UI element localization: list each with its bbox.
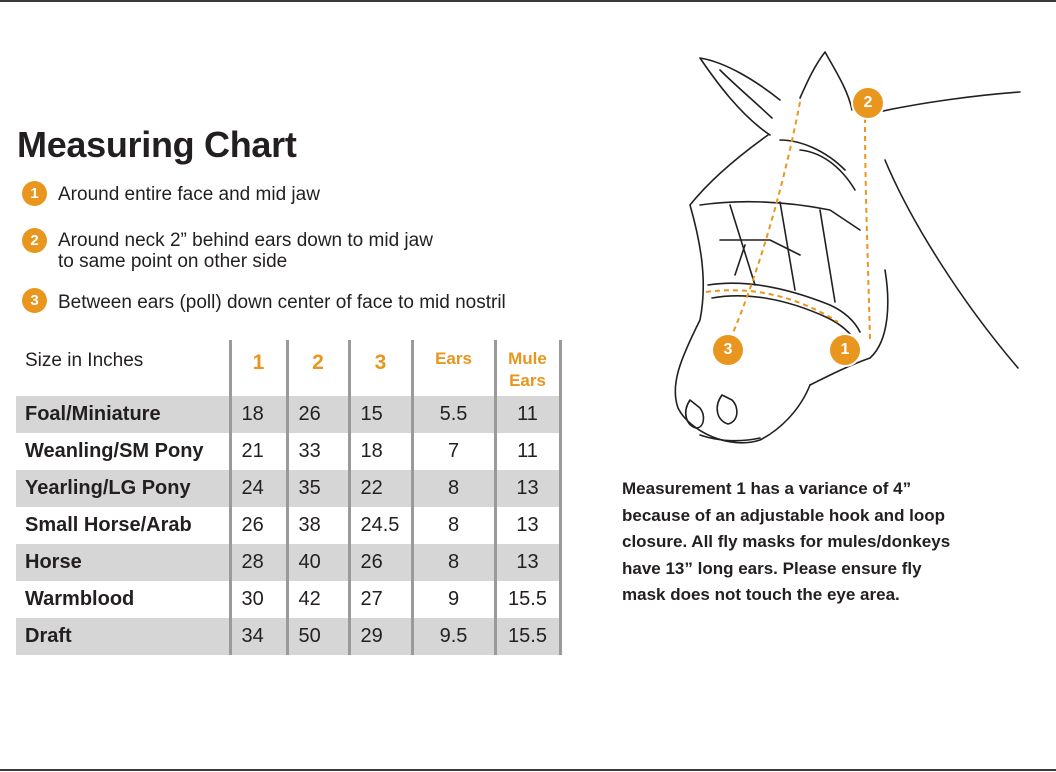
- row-label: Small Horse/Arab: [25, 514, 192, 536]
- measurement-note: Measurement 1 has a variance of 4” because of an adjustable hook and loop closure. All fly masks for mules/donkeys have 13” long ears. Please ensure fly mask does not touch the eye area.: [622, 479, 951, 604]
- row-label: Weanling/SM Pony: [25, 440, 204, 462]
- cell-ears: 9: [412, 581, 495, 618]
- legend-text-2: Around neck 2” behind ears down to mid jaw to same point on other side: [58, 230, 433, 272]
- bottom-rule: [0, 769, 1056, 771]
- cell-3: 18: [349, 433, 412, 470]
- cell-mule-ears: 13: [495, 470, 560, 507]
- size-table: [16, 340, 562, 655]
- header-size-in-inches: Size in Inches: [25, 350, 144, 371]
- page-title: Measuring Chart: [17, 124, 297, 165]
- cell-ears: 8: [412, 507, 495, 544]
- cell-2: 35: [287, 470, 349, 507]
- table-row: [16, 470, 560, 507]
- table-row: [16, 544, 560, 581]
- cell-1: 28: [230, 544, 287, 581]
- row-label: Warmblood: [25, 588, 135, 610]
- number-3-icon: 3: [22, 288, 47, 313]
- cell-mule-ears: 13: [495, 507, 560, 544]
- cell-1: 21: [230, 433, 287, 470]
- cell-ears: 9.5: [412, 618, 495, 655]
- cell-3: 26: [349, 544, 412, 581]
- table-header-row: [16, 340, 560, 396]
- cell-mule-ears: 13: [495, 544, 560, 581]
- legend-text-1: Around entire face and mid jaw: [58, 184, 320, 205]
- legend-text-3: Between ears (poll) down center of face to mid nostril: [58, 292, 506, 313]
- table-row: [16, 507, 560, 544]
- row-label: Horse: [16, 544, 230, 581]
- table-row: [16, 396, 560, 433]
- legend-item-1: [22, 181, 320, 206]
- cell-3: 27: [349, 581, 412, 618]
- row-label: Foal/Miniature: [16, 396, 230, 433]
- table-row: [16, 581, 560, 618]
- horse-head-diagram: [660, 40, 1040, 480]
- number-1-icon: 1: [22, 181, 47, 206]
- cell-1: 26: [230, 507, 287, 544]
- number-2-icon: 2: [22, 228, 47, 253]
- top-rule: [0, 0, 1056, 2]
- header-col-1: 1: [230, 340, 287, 396]
- cell-ears: 8: [412, 470, 495, 507]
- header-col-3: 3: [349, 340, 412, 396]
- table-row: [16, 618, 560, 655]
- cell-2: 40: [287, 544, 349, 581]
- cell-2: 50: [287, 618, 349, 655]
- cell-mule-ears: 11: [495, 396, 560, 433]
- cell-3: 15: [349, 396, 412, 433]
- cell-ears: 5.5: [412, 396, 495, 433]
- cell-mule-ears: 15.5: [495, 581, 560, 618]
- cell-ears: 8: [412, 544, 495, 581]
- cell-mule-ears: 15.5: [495, 618, 560, 655]
- cell-mule-ears: 11: [495, 433, 560, 470]
- cell-3: 22: [349, 470, 412, 507]
- cell-1: 18: [230, 396, 287, 433]
- marker-3-icon: 3: [713, 335, 743, 365]
- cell-3: 24.5: [349, 507, 412, 544]
- cell-1: 30: [230, 581, 287, 618]
- cell-2: 38: [287, 507, 349, 544]
- legend-item-2: [22, 228, 433, 272]
- horse-head-icon: [660, 40, 1040, 480]
- row-label: Draft: [16, 618, 230, 655]
- cell-2: 33: [287, 433, 349, 470]
- legend-item-3: [22, 288, 506, 313]
- cell-1: 24: [230, 470, 287, 507]
- table-row: [16, 433, 560, 470]
- marker-1-icon: 1: [830, 335, 860, 365]
- header-col-2: 2: [287, 340, 349, 396]
- marker-2-icon: 2: [853, 88, 883, 118]
- header-col-ears: Ears: [412, 340, 495, 396]
- cell-ears: 7: [412, 433, 495, 470]
- header-col-mule-ears: Mule Ears: [495, 340, 560, 396]
- row-label: Yearling/LG Pony: [16, 470, 230, 507]
- cell-1: 34: [230, 618, 287, 655]
- cell-2: 42: [287, 581, 349, 618]
- cell-3: 29: [349, 618, 412, 655]
- cell-2: 26: [287, 396, 349, 433]
